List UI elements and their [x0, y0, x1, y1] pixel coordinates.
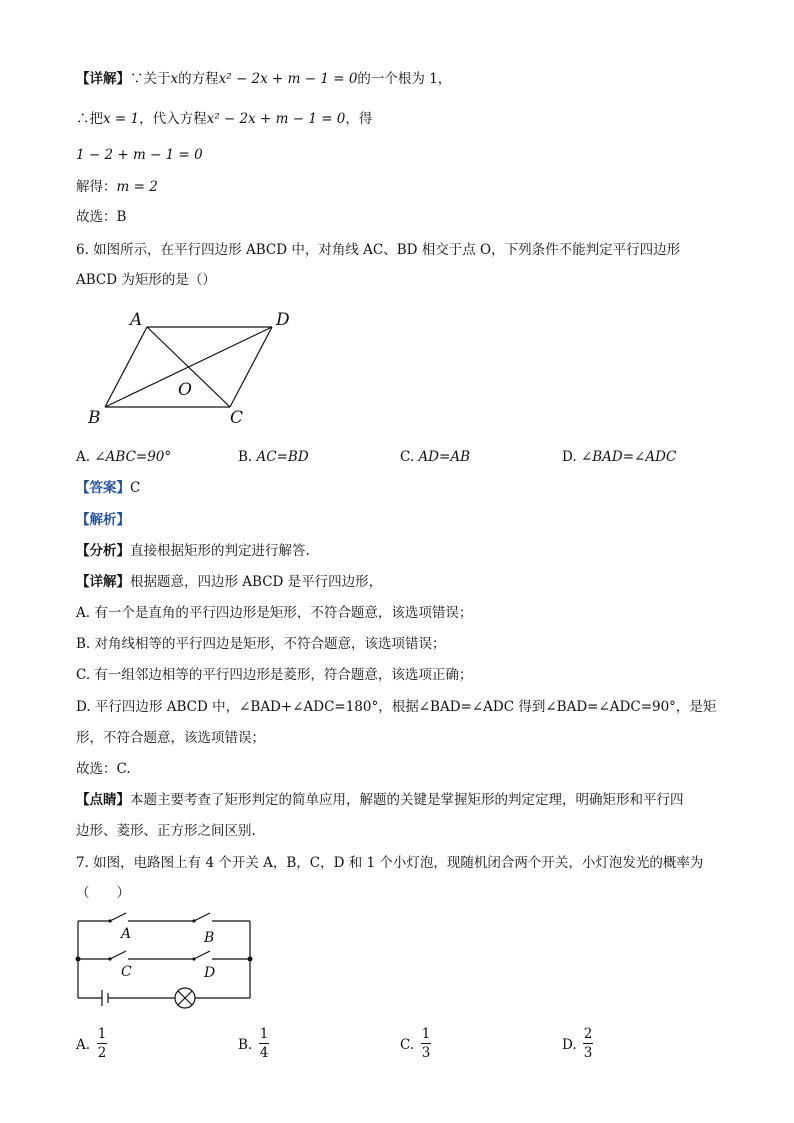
q6-detail-intro: 【详解】根据题意，四边形 ABCD 是平行四边形， [76, 574, 383, 590]
fenxi-tag: 【分析】 [76, 543, 130, 559]
parallelogram-figure [80, 305, 310, 430]
q6-comment-line2: 边形、菱形、正方形之间区别. [76, 823, 256, 839]
vertex-label-d: D [276, 310, 290, 330]
q7-option-a-fraction: 1 2 [97, 1026, 107, 1061]
q6-detail-b: B. 对角线相等的平行四边是矩形，不符合题意，该选项错误； [76, 636, 446, 652]
q6-detail-d-line1: D. 平行四边形 ABCD 中，∠BAD+∠ADC=180°，根据∠BAD=∠ADC 得到∠BAD=∠ADC=90°，是矩 [76, 699, 717, 715]
q7-option-c-fraction: 1 3 [421, 1026, 431, 1061]
equation: x² − 2x + m − 1 = 0 [206, 111, 346, 127]
analysis-tag: 【解析】 [76, 512, 130, 528]
comment-tag: 【点睛】 [76, 792, 130, 808]
q6-answer: 【答案】C [76, 480, 141, 496]
q6-option-a[interactable]: A. ∠ABC=90° [76, 449, 172, 465]
switch-label-c: C [121, 964, 132, 980]
center-label-o: O [178, 380, 192, 400]
q5-detail-line2: ∴把x = 1，代入方程x² − 2x + m − 1 = 0，得 [76, 111, 373, 127]
q5-substitution: 1 − 2 + m − 1 = 0 [76, 147, 203, 163]
q5-solve: 解得：m = 2 [76, 179, 158, 195]
q6-detail-a: A. 有一个是直角的平行四边形是矩形，不符合题意，该选项错误； [76, 605, 473, 621]
q7-option-b-letter[interactable]: B. [238, 1037, 253, 1053]
q7-option-a-letter[interactable]: A. [76, 1037, 91, 1053]
switch-label-a: A [121, 926, 132, 942]
q5-detail-line1: 【详解】∵关于x的方程x² − 2x + m − 1 = 0的一个根为 1， [76, 71, 452, 87]
switch-label-d: D [204, 965, 216, 981]
q7-option-d-fraction: 2 3 [583, 1026, 593, 1061]
vertex-label-a: A [130, 310, 143, 330]
vertex-label-c: C [230, 408, 244, 428]
q7-option-b-fraction: 1 4 [259, 1026, 269, 1061]
q6-option-d[interactable]: D. ∠BAD=∠ADC [562, 449, 677, 465]
q7-option-c-letter[interactable]: C. [400, 1037, 415, 1053]
q6-fenxi: 【分析】直接根据矩形的判定进行解答. [76, 543, 310, 559]
q5-choice: 故选：B [76, 209, 127, 225]
q6-stem-line1: 6. 如图所示，在平行四边形 ABCD 中，对角线 AC、BD 相交于点 O，下列条件不能判定平行四边形 [76, 242, 681, 258]
circuit-diagram [70, 905, 260, 1010]
detail-tag: 【详解】 [76, 71, 130, 87]
q6-option-b[interactable]: B. AC=BD [238, 449, 309, 465]
vertex-label-b: B [88, 408, 101, 428]
answer-tag: 【答案】 [76, 480, 130, 496]
q6-option-c[interactable]: C. AD=AB [400, 449, 470, 465]
switch-label-b: B [204, 930, 215, 946]
equation: x² − 2x + m − 1 = 0 [218, 71, 358, 87]
detail-tag: 【详解】 [76, 574, 130, 590]
q6-comment-line1: 【点睛】本题主要考查了矩形判定的简单应用，解题的关键是掌握矩形的判定定理，明确矩形和平行四 [76, 792, 684, 808]
q6-analysis-heading [76, 511, 130, 529]
q7-stem-line1: 7. 如图，电路图上有 4 个开关 A，B，C，D 和 1 个小灯泡，现随机闭合两个开关，小灯泡发光的概率为 [76, 855, 704, 871]
q7-stem-line2: （ ） [76, 885, 130, 901]
q6-detail-c: C. 有一组邻边相等的平行四边形是菱形，符合题意，该选项正确； [76, 667, 473, 683]
q6-choice: 故选：C. [76, 761, 131, 777]
q6-detail-d-line2: 形，不符合题意，该选项错误； [76, 730, 265, 746]
q7-option-d-letter[interactable]: D. [562, 1037, 577, 1053]
q6-stem-line2: ABCD 为矩形的是（） [76, 272, 216, 288]
